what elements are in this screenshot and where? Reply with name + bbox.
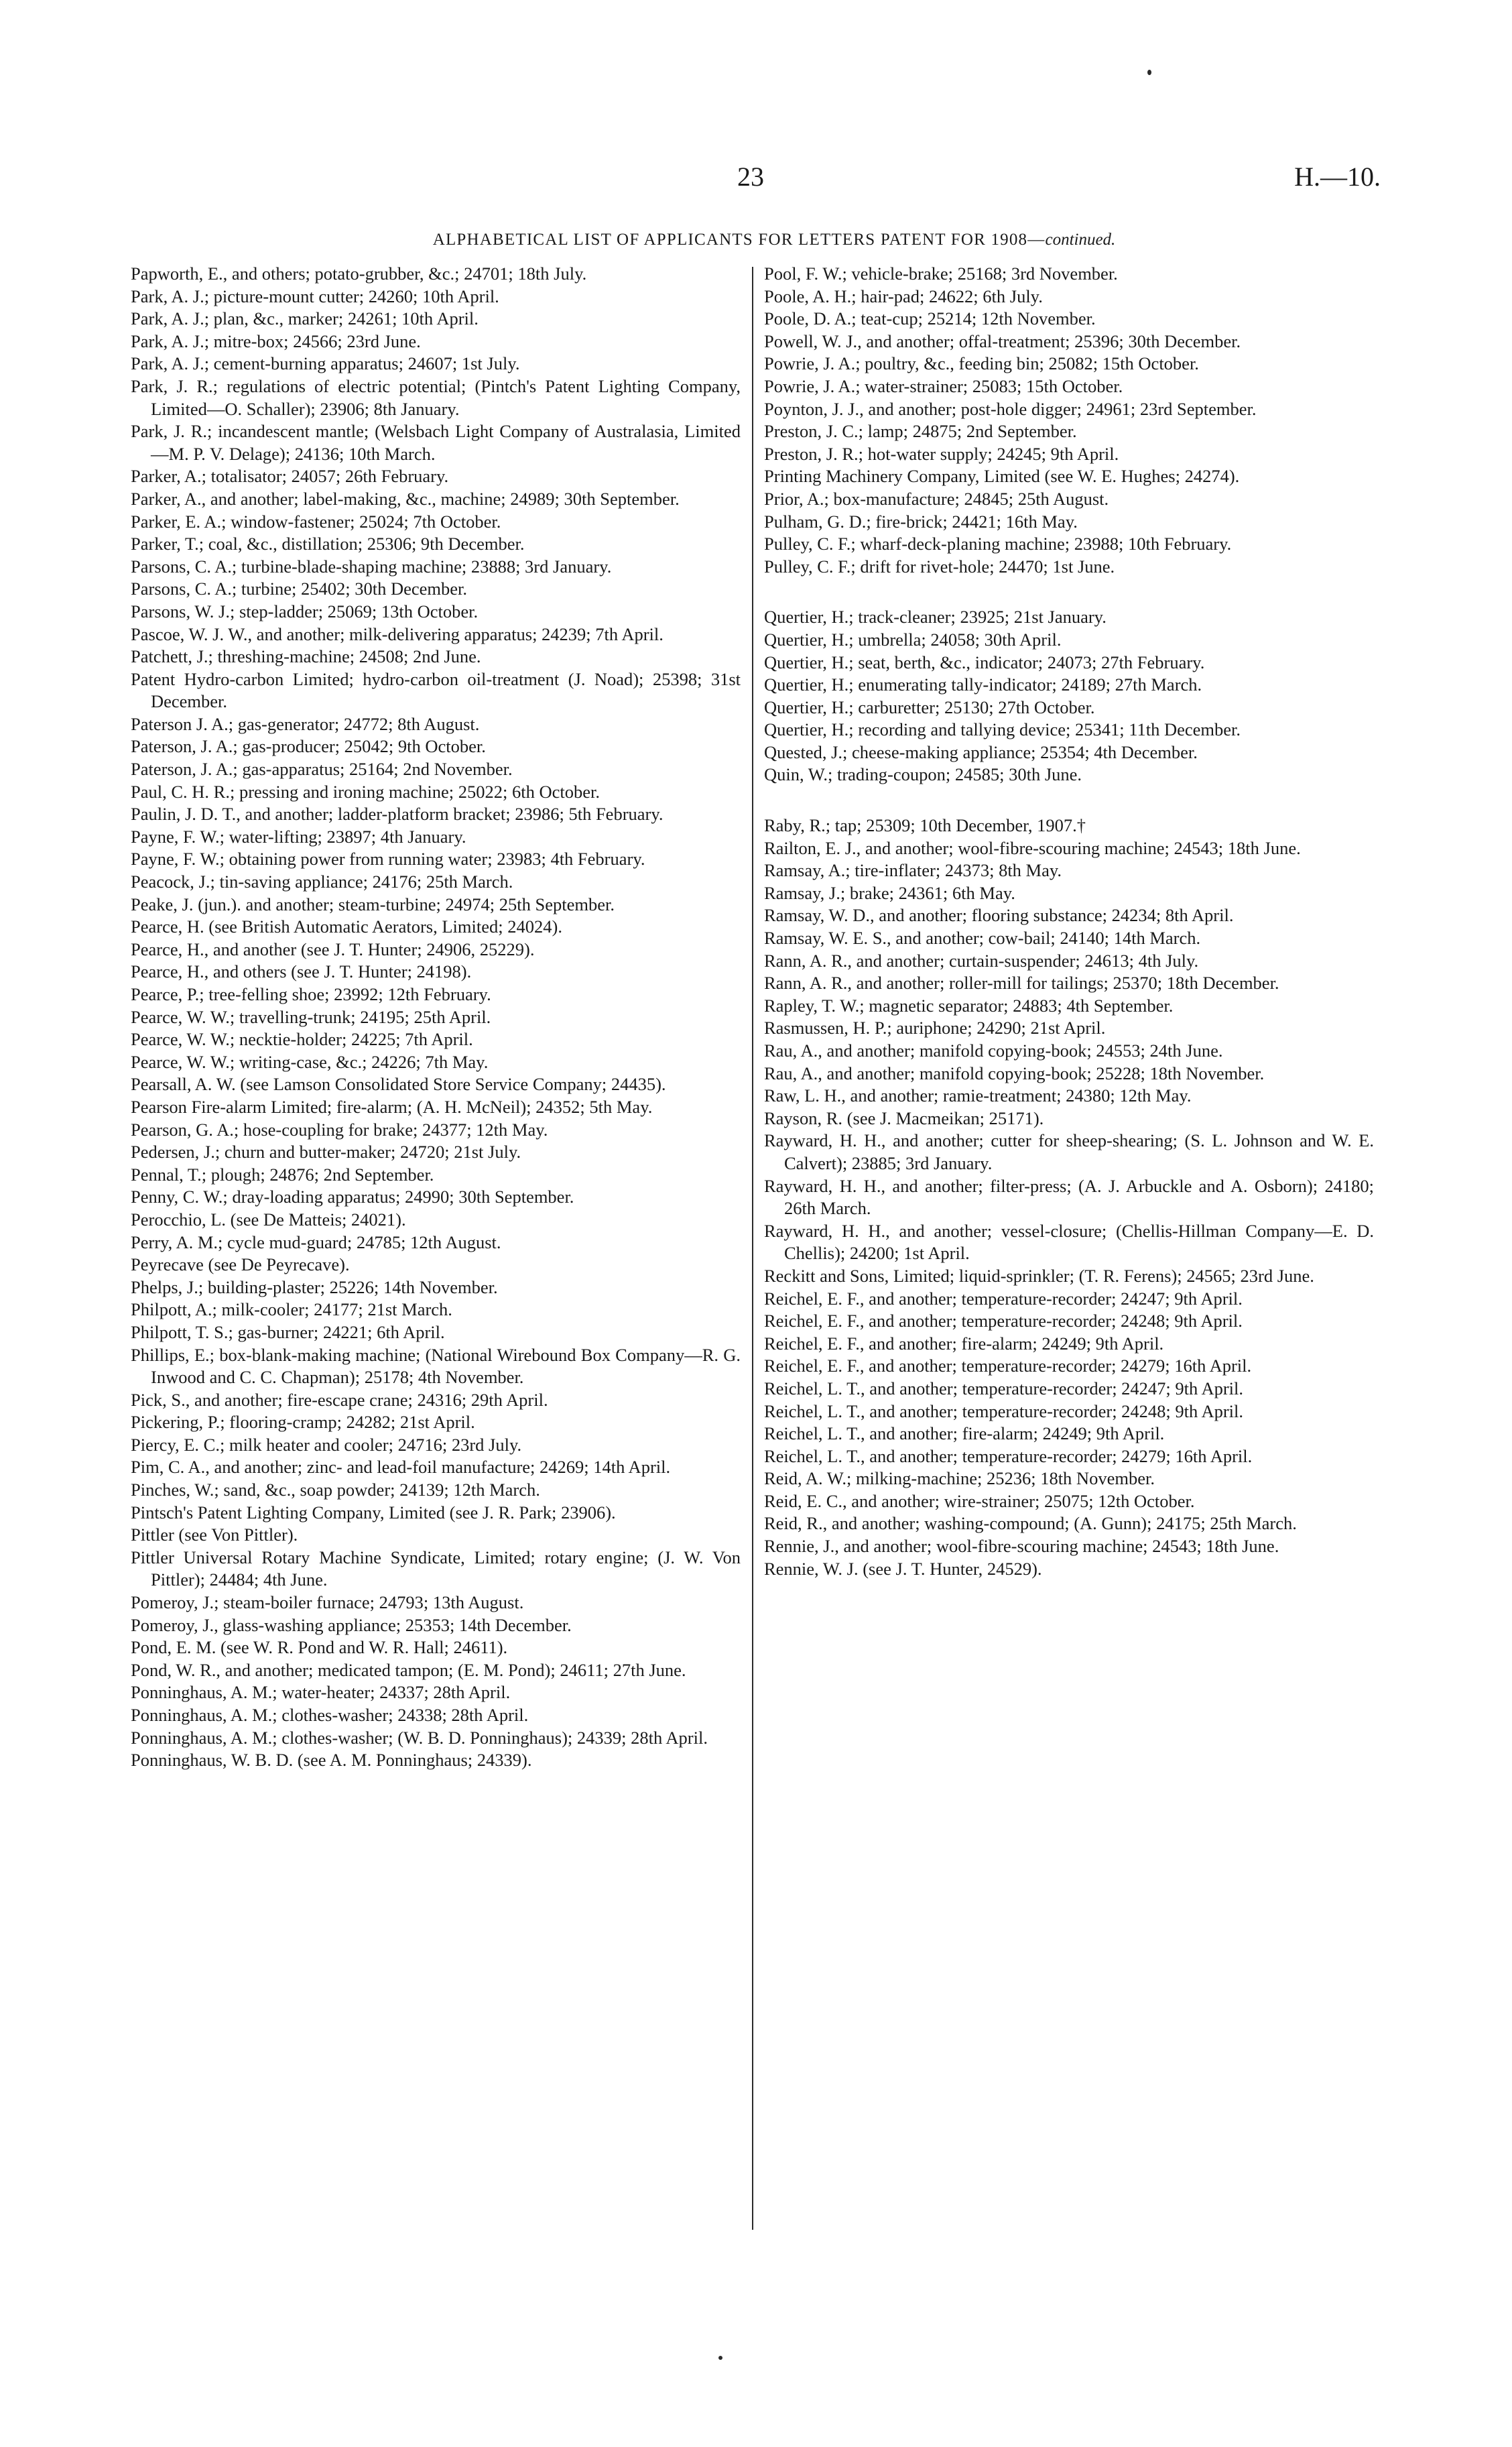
entries-group-r (764, 815, 1374, 1580)
group-spacer (764, 786, 1374, 815)
patent-entry: Preston, J. C.; lamp; 24875; 2nd September. (764, 421, 1077, 442)
patent-entry: Pearce, W. W.; writing-case, &c.; 24226; 7th May. (131, 1051, 489, 1072)
patent-entry: Pearce, H., and others (see J. T. Hunter; 24198). (131, 961, 472, 982)
patent-entry: Reichel, E. F., and another; temperature-recorder; 24248; 9th April. (764, 1311, 1243, 1331)
patent-entry: Reid, A. W.; milking-machine; 25236; 18th November. (764, 1468, 1155, 1489)
patent-entry: Ponninghaus, A. M.; water-heater; 24337; 28th April. (131, 1682, 511, 1703)
entries-group-q (764, 606, 1374, 786)
patent-entry: Printing Machinery Company, Limited (see W. E. Hughes; 24274). (764, 466, 1240, 487)
patent-entry: Pulley, C. F.; wharf-deck-planing machine; 23988; 10th February. (764, 534, 1232, 554)
patent-entry: Quertier, H.; track-cleaner; 23925; 21st January. (764, 607, 1107, 628)
patent-entry: Ponninghaus, W. B. D. (see A. M. Ponninghaus; 24339). (131, 1750, 532, 1771)
patent-entry: Perry, A. M.; cycle mud-guard; 24785; 12th August. (131, 1232, 501, 1252)
patent-entry: Pomeroy, J., glass-washing appliance; 25353; 14th December. (131, 1614, 572, 1635)
patent-entry: Powrie, J. A.; poultry, &c., feeding bin; 25082; 15th October. (764, 353, 1199, 374)
group-spacer (764, 578, 1374, 606)
patent-entry: Pomeroy, J.; steam-boiler furnace; 24793; 13th August. (131, 1592, 524, 1613)
patent-entry: Pool, F. W.; vehicle-brake; 25168; 3rd November. (764, 263, 1118, 284)
patent-entry: Penny, C. W.; dray-loading apparatus; 24990; 30th September. (131, 1187, 574, 1207)
patent-entry: Reid, E. C., and another; wire-strainer; 25075; 12th October. (764, 1490, 1195, 1511)
page-number: 23 (737, 162, 764, 192)
patent-entry: Prior, A.; box-manufacture; 24845; 25th August. (764, 488, 1109, 509)
right-column (764, 263, 1374, 1580)
patent-entry: Pascoe, W. J. W., and another; milk-delivering apparatus; 24239; 7th April. (131, 623, 664, 644)
patent-entry: Pennal, T.; plough; 24876; 2nd September. (131, 1164, 434, 1185)
patent-entry: Reichel, E. F., and another; temperature-recorder; 24247; 9th April. (764, 1288, 1243, 1309)
patent-entry: Rapley, T. W.; magnetic separator; 24883; 4th September. (764, 995, 1174, 1016)
patent-entry: Quertier, H.; recording and tallying device; 25341; 11th December. (764, 719, 1241, 740)
patent-entry: Ponninghaus, A. M.; clothes-washer; 24338; 28th April. (131, 1705, 529, 1725)
patent-entry: Quertier, H.; seat, berth, &c., indicator; 24073; 27th February. (764, 652, 1205, 672)
patent-entry: Rayward, H. H., and another; vessel-closure; (Chellis-Hillman Company—E. D. Chellis); 24200; 1st April. (764, 1220, 1374, 1264)
patent-entry: Paterson, J. A.; gas-apparatus; 25164; 2nd November. (131, 759, 513, 780)
patent-entry: Pintsch's Patent Lighting Company, Limited (see J. R. Park; 23906). (131, 1502, 616, 1523)
patent-entry: Parker, T.; coal, &c., distillation; 25306; 9th December. (131, 534, 525, 554)
patent-entry: Rau, A., and another; manifold copying-book; 25228; 18th November. (764, 1063, 1265, 1083)
patent-entry: Pearce, W. W.; necktie-holder; 24225; 7th April. (131, 1029, 473, 1050)
patent-entry: Rayward, H. H., and another; filter-press; (A. J. Arbuckle and A. Osborn); 24180; 26th March. (764, 1175, 1374, 1219)
patent-entry: Railton, E. J., and another; wool-fibre-scouring machine; 24543; 18th June. (764, 837, 1301, 858)
patent-entry: Reichel, L. T., and another; temperature-recorder; 24248; 9th April. (764, 1400, 1244, 1421)
patent-entry: Reichel, E. F., and another; fire-alarm; 24249; 9th April. (764, 1333, 1164, 1354)
patent-entry: Papworth, E., and others; potato-grubber, &c.; 24701; 18th July. (131, 263, 587, 284)
stray-mark (1147, 70, 1151, 75)
patent-entry: Pearce, H., and another (see J. T. Hunter; 24906, 25229). (131, 939, 535, 959)
patent-entry: Pickering, P.; flooring-cramp; 24282; 21st April. (131, 1412, 475, 1433)
patent-entry: Pond, W. R., and another; medicated tampon; (E. M. Pond); 24611; 27th June. (131, 1659, 686, 1680)
patent-entry: Ponninghaus, A. M.; clothes-washer; (W. B. D. Ponninghaus); 24339; 28th April. (131, 1727, 708, 1748)
patent-entry: Quested, J.; cheese-making appliance; 25354; 4th December. (764, 741, 1198, 762)
patent-entry: Parker, E. A.; window-fastener; 25024; 7th October. (131, 511, 501, 532)
patent-entry: Phelps, J.; building-plaster; 25226; 14th November. (131, 1276, 498, 1297)
patent-entry: Pedersen, J.; churn and butter-maker; 24720; 21st July. (131, 1142, 521, 1162)
patent-entry: Pulham, G. D.; fire-brick; 24421; 16th May. (764, 511, 1078, 532)
patent-entry: Pim, C. A., and another; zinc- and lead-foil manufacture; 24269; 14th April. (131, 1457, 671, 1478)
patent-entry: Rann, A. R., and another; curtain-suspender; 24613; 4th July. (764, 950, 1199, 971)
patent-entry: Poole, A. H.; hair-pad; 24622; 6th July. (764, 286, 1043, 306)
patent-entry: Pearson Fire-alarm Limited; fire-alarm; (A. H. McNeil); 24352; 5th May. (131, 1096, 653, 1117)
patent-entry: Ramsay, W. E. S., and another; cow-bail; 24140; 14th March. (764, 928, 1201, 949)
page-heading (131, 229, 1418, 251)
patent-entry: Park, A. J.; plan, &c., marker; 24261; 10th April. (131, 308, 479, 329)
patent-entry: Rennie, W. J. (see J. T. Hunter, 24529). (764, 1558, 1042, 1579)
patent-entry: Pearsall, A. W. (see Lamson Consolidated Store Service Company; 24435). (131, 1074, 666, 1095)
patent-entry: Rayson, R. (see J. Macmeikan; 25171). (764, 1108, 1044, 1128)
patent-entry: Payne, F. W.; water-lifting; 23897; 4th January. (131, 826, 466, 847)
patent-entry: Paul, C. H. R.; pressing and ironing machine; 25022; 6th October. (131, 781, 600, 802)
patent-entry: Rann, A. R., and another; roller-mill for tailings; 25370; 18th December. (764, 973, 1279, 994)
patent-entry: Rayward, H. H., and another; cutter for sheep-shearing; (S. L. Johnson and W. E. Calvert); 23885; 3rd January. (764, 1130, 1374, 1173)
patent-entry: Reckitt and Sons, Limited; liquid-sprinkler; (T. R. Ferens); 24565; 23rd June. (764, 1265, 1314, 1286)
patent-entry: Poole, D. A.; teat-cup; 25214; 12th November. (764, 308, 1096, 329)
patent-entry: Peyrecave (see De Peyrecave). (131, 1254, 350, 1275)
patent-entry: Pearce, P.; tree-felling shoe; 23992; 12th February. (131, 984, 491, 1004)
left-column (131, 263, 741, 1772)
patent-entry: Patent Hydro-carbon Limited; hydro-carbon oil-treatment (J. Noad); 25398; 31st December. (131, 668, 741, 712)
patent-entry: Preston, J. R.; hot-water supply; 24245; 9th April. (764, 443, 1119, 464)
document-reference: H.—10. (1294, 162, 1381, 192)
patent-entry: Reichel, L. T., and another; fire-alarm; 24249; 9th April. (764, 1423, 1165, 1444)
patent-entry: Payne, F. W.; obtaining power from running water; 23983; 4th February. (131, 849, 645, 870)
patent-entry: Quin, W.; trading-coupon; 24585; 30th June. (764, 764, 1082, 785)
stray-mark (718, 2356, 722, 2360)
patent-entry: Park, A. J.; mitre-box; 24566; 23rd June. (131, 331, 421, 351)
patent-entry: Peacock, J.; tin-saving appliance; 24176; 25th March. (131, 872, 513, 892)
patent-entry: Pick, S., and another; fire-escape crane; 24316; 29th April. (131, 1389, 548, 1410)
patent-entry: Raby, R.; tap; 25309; 10th December, 1907.† (764, 815, 1086, 836)
patent-entry: Piercy, E. C.; milk heater and cooler; 24716; 23rd July. (131, 1434, 522, 1455)
patent-entry: Park, A. J.; picture-mount cutter; 24260; 10th April. (131, 286, 499, 306)
patent-entry: Pittler (see Von Pittler). (131, 1525, 298, 1545)
patent-entry: Pearce, H. (see British Automatic Aerators, Limited; 24024). (131, 916, 562, 937)
patent-entry: Reid, R., and another; washing-compound; (A. Gunn); 24175; 25th March. (764, 1513, 1297, 1534)
patent-entry: Rau, A., and another; manifold copying-book; 24553; 24th June. (764, 1040, 1223, 1061)
entries-group-p (764, 263, 1374, 578)
patent-entry: Philpott, T. S.; gas-burner; 24221; 6th April. (131, 1321, 445, 1342)
patent-entry: Pearson, G. A.; hose-coupling for brake; 24377; 12th May. (131, 1119, 548, 1140)
patent-entry: Patchett, J.; threshing-machine; 24508; 2nd June. (131, 646, 481, 667)
patent-entry: Parsons, C. A.; turbine-blade-shaping machine; 23888; 3rd January. (131, 556, 612, 577)
patent-entry: Philpott, A.; milk-cooler; 24177; 21st March. (131, 1299, 452, 1320)
patent-entry: Park, A. J.; cement-burning apparatus; 24607; 1st July. (131, 353, 520, 374)
patent-entry: Ramsay, J.; brake; 24361; 6th May. (764, 882, 1015, 903)
patent-entry: Paulin, J. D. T., and another; ladder-platform bracket; 23986; 5th February. (131, 804, 664, 825)
patent-entry: Park, J. R.; incandescent mantle; (Welsbach Light Company of Australasia, Limited—M. P. V. Delage); 24136; 10th March. (131, 421, 741, 464)
patent-entry: Park, J. R.; regulations of electric potential; (Pintch's Patent Lighting Company, Limited—O. Schaller); 23906; 8th January. (131, 375, 741, 419)
patent-entry: Paterson J. A.; gas-generator; 24772; 8th August. (131, 713, 480, 734)
patent-entry: Powrie, J. A.; water-strainer; 25083; 15th October. (764, 375, 1123, 396)
patent-entry: Poynton, J. J., and another; post-hole digger; 24961; 23rd September. (764, 398, 1257, 419)
patent-entry: Pinches, W.; sand, &c., soap powder; 24139; 12th March. (131, 1480, 540, 1500)
patent-entry: Pearce, W. W.; travelling-trunk; 24195; 25th April. (131, 1006, 491, 1027)
patent-entry: Pittler Universal Rotary Machine Syndicate, Limited; rotary engine; (J. W. Von Pittler); 24484; 4th June. (131, 1547, 741, 1590)
patent-entry: Parsons, C. A.; turbine; 25402; 30th December. (131, 579, 467, 599)
patent-entry: Rasmussen, H. P.; auriphone; 24290; 21st April. (764, 1018, 1106, 1038)
patent-entry: Paterson, J. A.; gas-producer; 25042; 9th October. (131, 736, 486, 757)
patent-entry: Rennie, J., and another; wool-fibre-scouring machine; 24543; 18th June. (764, 1536, 1279, 1557)
heading-continued: continued. (1045, 231, 1116, 249)
patent-entry: Parker, A.; totalisator; 24057; 26th February. (131, 466, 449, 487)
patent-entry: Reichel, L. T., and another; temperature-recorder; 24279; 16th April. (764, 1445, 1253, 1466)
patent-entry: Parsons, W. J.; step-ladder; 25069; 13th October. (131, 601, 479, 621)
patent-entry: Quertier, H.; carburetter; 25130; 27th October. (764, 697, 1095, 717)
heading-main: ALPHABETICAL LIST OF APPLICANTS FOR LETTERS PATENT FOR 1908— (432, 231, 1046, 249)
patent-entry: Raw, L. H., and another; ramie-treatment; 24380; 12th May. (764, 1085, 1192, 1106)
patent-entry: Pulley, C. F.; drift for rivet-hole; 24470; 1st June. (764, 556, 1115, 577)
patent-entry: Quertier, H.; enumerating tally-indicator; 24189; 27th March. (764, 674, 1202, 695)
patent-entry: Parker, A., and another; label-making, &c., machine; 24989; 30th September. (131, 488, 680, 509)
patent-entry: Reichel, E. F., and another; temperature-recorder; 24279; 16th April. (764, 1356, 1252, 1376)
patent-entry: Quertier, H.; umbrella; 24058; 30th April. (764, 629, 1062, 650)
column-divider (752, 267, 753, 2230)
patent-entry: Reichel, L. T., and another; temperature-recorder; 24247; 9th April. (764, 1378, 1244, 1398)
patent-entry: Pond, E. M. (see W. R. Pond and W. R. Hall; 24611). (131, 1637, 508, 1658)
patent-entry: Ramsay, A.; tire-inflater; 24373; 8th May. (764, 860, 1062, 881)
patent-entry: Peake, J. (jun.). and another; steam-turbine; 24974; 25th September. (131, 894, 615, 914)
patent-entry: Perocchio, L. (see De Matteis; 24021). (131, 1209, 406, 1230)
patent-entry: Powell, W. J., and another; offal-treatment; 25396; 30th December. (764, 331, 1241, 351)
patent-entry: Phillips, E.; box-blank-making machine; (National Wirebound Box Company—R. G. Inwood and C. C. Chapman); 25178; 4th November. (131, 1344, 741, 1388)
patent-entry: Ramsay, W. D., and another; flooring substance; 24234; 8th April. (764, 905, 1234, 926)
